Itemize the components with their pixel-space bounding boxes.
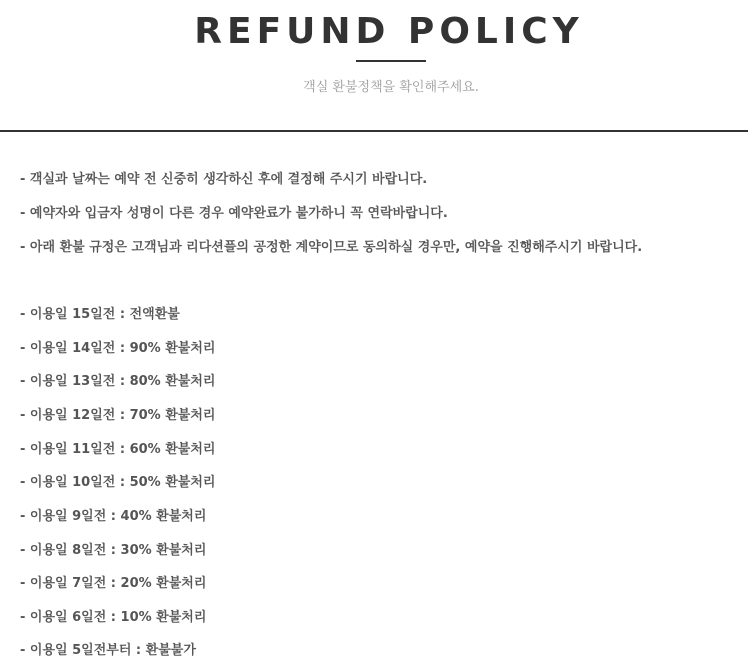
refund-rule-item: - 이용일 6일전 : 10% 환불처리 bbox=[20, 610, 207, 625]
refund-rule-item: - 이용일 13일전 : 80% 환불처리 bbox=[20, 374, 216, 389]
refund-rule-item: - 이용일 8일전 : 30% 환불처리 bbox=[20, 543, 207, 558]
refund-rule-item: - 이용일 12일전 : 70% 환불처리 bbox=[20, 408, 216, 423]
notice-item: - 객실과 날짜는 예약 전 신중히 생각하신 후에 결정해 주시기 바랍니다. bbox=[20, 172, 428, 187]
refund-rule-item: - 이용일 14일전 : 90% 환불처리 bbox=[20, 341, 216, 356]
refund-rule-item: - 이용일 7일전 : 20% 환불처리 bbox=[20, 576, 207, 591]
refund-rule-item: - 이용일 15일전 : 전액환불 bbox=[20, 307, 180, 322]
page-header bbox=[0, 0, 748, 132]
refund-rule-item: - 이용일 5일전부터 : 환불불가 bbox=[20, 643, 196, 658]
refund-rule-item: - 이용일 11일전 : 60% 환불처리 bbox=[20, 442, 216, 457]
notice-item: - 아래 환불 규정은 고객님과 리다션플의 공정한 계약이므로 동의하실 경우만, 예약을 진행해주시기 바랍니다. bbox=[20, 240, 643, 255]
title-underline bbox=[356, 60, 426, 62]
refund-rule-item: - 이용일 9일전 : 40% 환불처리 bbox=[20, 509, 207, 524]
header-divider bbox=[0, 130, 748, 132]
refund-rule-item: - 이용일 10일전 : 50% 환불처리 bbox=[20, 475, 216, 490]
notice-item: - 예약자와 입금자 성명이 다른 경우 예약완료가 불가하니 꼭 연락바랍니다. bbox=[20, 206, 448, 221]
page-title: REFUND POLICY bbox=[194, 11, 584, 52]
page-subtitle: 객실 환불정책을 확인해주세요. bbox=[303, 80, 479, 95]
